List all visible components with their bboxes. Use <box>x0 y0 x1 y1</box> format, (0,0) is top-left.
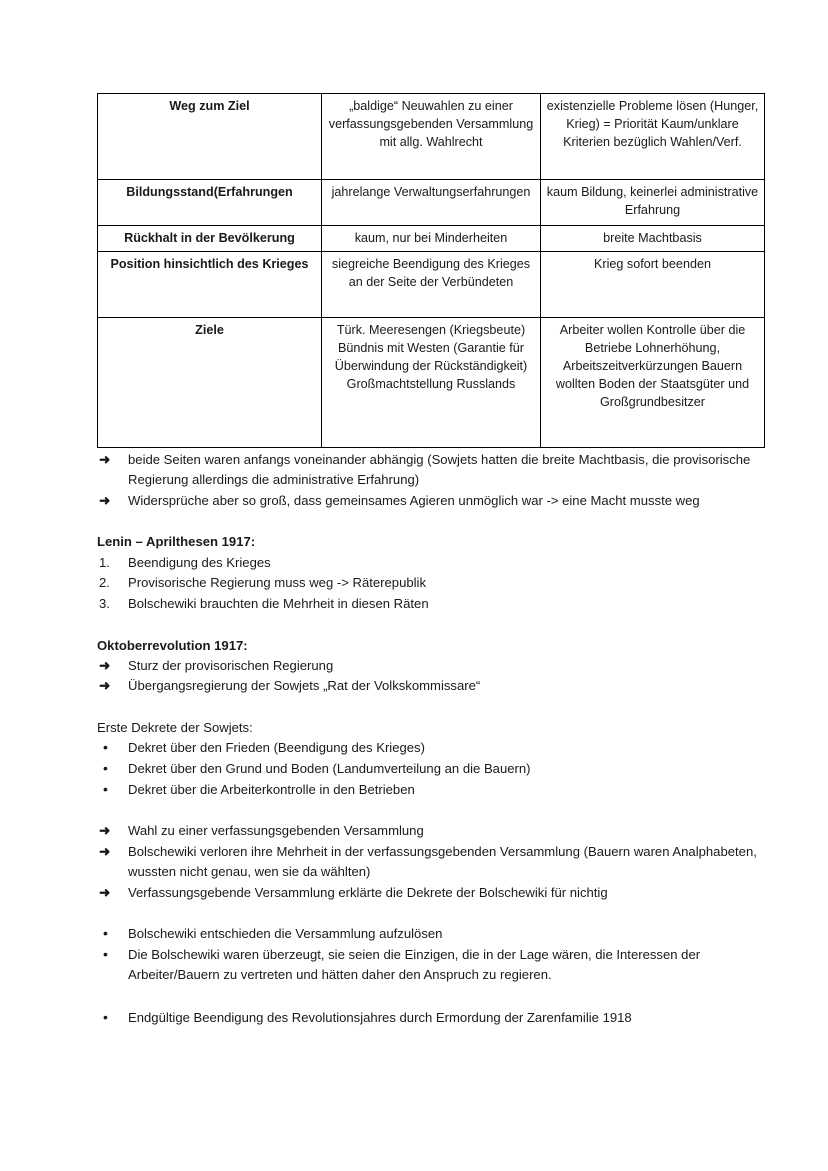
list-item: • Dekret über den Grund und Boden (Landumverteilung an die Bauern) <box>97 759 757 779</box>
comparison-table-container <box>97 93 759 448</box>
table-row <box>98 252 765 318</box>
list-item: ➜ Wahl zu einer verfassungsgebenden Versammlung <box>97 821 757 841</box>
table-cell-provisional: „baldige“ Neuwahlen zu einer verfassungsgebenden Versammlung mit allg. Wahlrecht <box>322 94 541 180</box>
list-item: • Endgültige Beendigung des Revolutionsjahres durch Ermordung der Zarenfamilie 1918 <box>97 1008 757 1028</box>
list-item: ➜ Sturz der provisorischen Regierung <box>97 656 757 676</box>
table-cell-soviets: breite Machtbasis <box>541 226 765 252</box>
aprilthesen-list <box>97 553 757 614</box>
dekrete-list <box>97 738 757 799</box>
table-cell-soviets: Arbeiter wollen Kontrolle über die Betriebe Lohnerhöhung, Arbeitszeitverkürzungen Bauern wollten Boden der Staatsgüter und Großgrundbesitzer <box>541 318 765 448</box>
list-item: • Dekret über den Frieden (Beendigung des Krieges) <box>97 738 757 758</box>
list-item: ➜ Übergangsregierung der Sowjets „Rat der Volkskommissare“ <box>97 676 757 696</box>
table-row <box>98 94 765 180</box>
oktoberrevolution-list <box>97 656 757 697</box>
table-row <box>98 180 765 226</box>
abschluss-list <box>97 1008 757 1028</box>
list-item: • Bolschewiki entschieden die Versammlung aufzulösen <box>97 924 757 944</box>
document-body <box>97 450 757 1028</box>
spacer <box>97 697 757 718</box>
heading-oktoberrevolution: Oktoberrevolution 1917: <box>97 637 248 653</box>
spacer <box>97 511 757 532</box>
table-row <box>98 318 765 448</box>
table-cell-soviets: existenzielle Probleme lösen (Hunger, Krieg) = Priorität Kaum/unklare Kriterien bezüglich Wahlen/Verf. <box>541 94 765 180</box>
table-row <box>98 226 765 252</box>
spacer <box>97 986 757 1008</box>
aufloesung-list <box>97 924 757 985</box>
dependency-list <box>97 450 757 511</box>
table-cell-label: Rückhalt in der Bevölkerung <box>98 226 322 252</box>
table-cell-provisional: jahrelange Verwaltungserfahrungen <box>322 180 541 226</box>
list-item: Beendigung des Krieges <box>128 554 271 570</box>
list-item: ➜ Widersprüche aber so groß, dass gemeinsames Agieren unmöglich war -> eine Macht musste weg <box>97 491 757 511</box>
list-item: Bolschewiki brauchten die Mehrheit in diesen Räten <box>128 595 429 611</box>
spacer <box>97 903 757 924</box>
table-cell-soviets: Krieg sofort beenden <box>541 252 765 318</box>
list-item: ➜ beide Seiten waren anfangs voneinander abhängig (Sowjets hatten die breite Machtbasis, die provisorische Regierung allerdings die administrative Erfahrung) <box>97 450 757 490</box>
spacer <box>97 615 757 636</box>
list-item: • Die Bolschewiki waren überzeugt, sie seien die Einzigen, die in der Lage wären, die Interessen der Arbeiter/Bauern zu vertreten und hätten daher den Anspruch zu regieren. <box>97 945 757 985</box>
spacer <box>97 800 757 821</box>
table-cell-label: Position hinsichtlich des Krieges <box>98 252 322 318</box>
table-cell-label: Ziele <box>98 318 322 448</box>
versammlung-list <box>97 821 757 903</box>
table-cell-provisional: kaum, nur bei Minderheiten <box>322 226 541 252</box>
heading-aprilthesen: Lenin – Aprilthesen 1917: <box>97 534 256 550</box>
table-cell-provisional: siegreiche Beendigung des Krieges an der Seite der Verbündeten <box>322 252 541 318</box>
list-item: ➜ Bolschewiki verloren ihre Mehrheit in der verfassungsgebenden Versammlung (Bauern waren Analphabeten, wussten nicht genau, wen sie da wählten) <box>97 842 757 882</box>
table-cell-provisional: Türk. Meeresengen (Kriegsbeute) Bündnis mit Westen (Garantie für Überwindung der Rückständigkeit) Großmachtstellung Russlands <box>322 318 541 448</box>
heading-dekrete: Erste Dekrete der Sowjets: <box>97 720 253 736</box>
table-cell-soviets: kaum Bildung, keinerlei administrative Erfahrung <box>541 180 765 226</box>
list-item: Provisorische Regierung muss weg -> Räterepublik <box>128 575 427 591</box>
table-cell-label: Bildungsstand(Erfahrungen <box>98 180 322 226</box>
comparison-table <box>97 93 765 448</box>
list-item: • Dekret über die Arbeiterkontrolle in den Betrieben <box>97 780 757 800</box>
table-cell-label: Weg zum Ziel <box>98 94 322 180</box>
list-item: ➜ Verfassungsgebende Versammlung erklärte die Dekrete der Bolschewiki für nichtig <box>97 883 757 903</box>
